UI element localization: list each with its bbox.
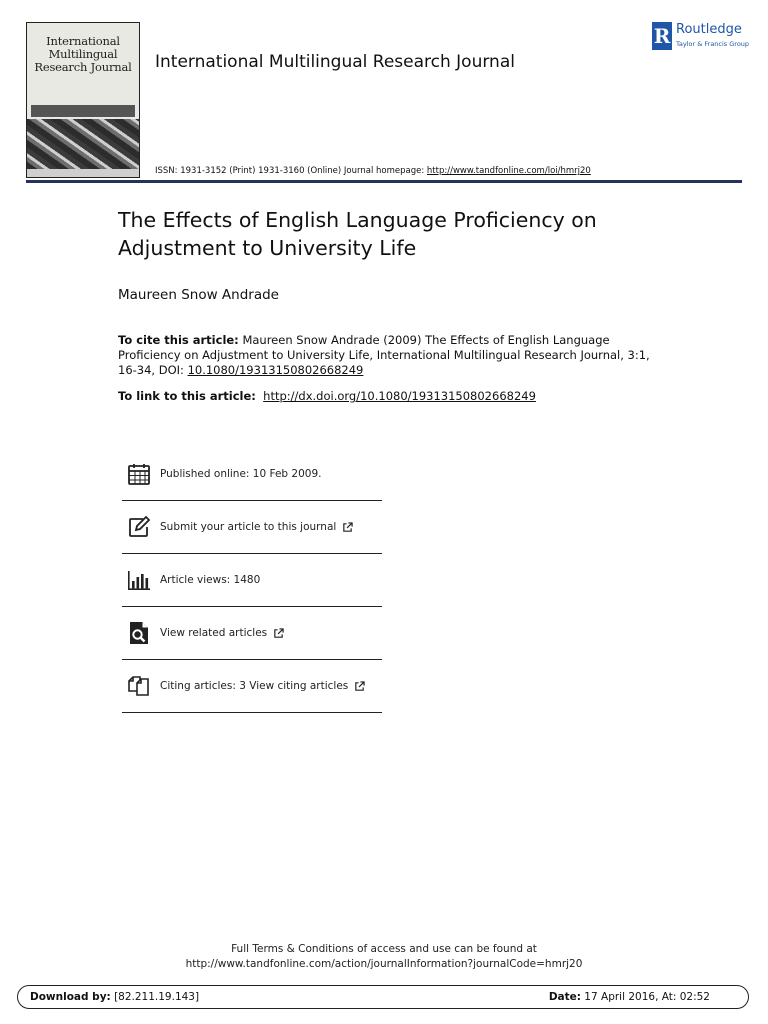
cover-art [27,119,139,169]
download-info-bar [17,985,749,1009]
header-divider [26,180,742,183]
download-by [30,991,199,1003]
cite-doi-link[interactable]: 10.1080/19313150802668249 [187,363,364,377]
article-link-block [118,389,678,404]
download-date [549,991,710,1003]
external-link-icon [342,518,353,537]
citation-block [118,333,658,378]
article-info-list [122,448,382,713]
edit-icon [126,514,152,540]
citing-articles-link[interactable]: Citing articles: 3 View citing articles [160,680,349,692]
terms-notice [0,942,768,972]
related-articles-link[interactable]: View related articles [160,627,268,639]
terms-url[interactable]: http://www.tandfonline.com/action/journalInformation?journalCode=hmrj20 [185,958,583,970]
search-document-icon [126,620,152,646]
info-item-related-articles[interactable] [122,607,382,660]
cover-foot [27,169,139,177]
citing-articles-icon [126,673,152,699]
publisher-logo [652,20,752,54]
submit-article-link[interactable]: Submit your article to this journal [160,521,337,533]
bar-chart-icon [126,567,152,593]
publisher-name: Routledge [676,22,742,37]
cover-band [31,105,135,117]
download-ip: [82.211.19.143] [110,991,200,1003]
article-doi-link[interactable]: http://dx.doi.org/10.1080/19313150802668249 [263,389,536,403]
download-label: Download by: [30,991,111,1003]
date-value: 17 April 2016, At: 02:52 [580,991,710,1003]
published-date-text: Published online: 10 Feb 2009. [160,468,322,480]
article-author: Maureen Snow Andrade [118,287,279,303]
routledge-logo-icon: R [653,24,671,48]
info-item-published [122,448,382,501]
info-item-submit-article[interactable] [122,501,382,554]
issn-text: ISSN: 1931-3152 (Print) 1931-3160 (Online) Journal homepage: [155,166,427,176]
journal-cover-image [26,22,140,178]
cite-text: Maureen Snow Andrade (2009) The Effects of English Language Proficiency on Adjustment to University Life, International Multilingual Research Journal, 3:1, 16-34, DOI: [118,333,650,377]
article-title: The Effects of English Language Proficiency on Adjustment to University Life [118,208,597,260]
external-link-icon [273,624,284,643]
cover-title: International Multilingual Research Journal [34,34,132,74]
link-label: To link to this article: [118,389,256,403]
info-item-article-views [122,554,382,607]
calendar-icon [126,461,152,487]
terms-line-1: Full Terms & Conditions of access and use can be found at [231,943,537,955]
article-views-text: Article views: 1480 [160,574,261,586]
publisher-group: Taylor & Francis Group [676,40,750,48]
cite-label: To cite this article: [118,333,239,347]
info-item-citing-articles[interactable] [122,660,382,713]
journal-homepage-link[interactable]: http://www.tandfonline.com/loi/hmrj20 [426,166,591,176]
date-label: Date: [548,991,581,1003]
journal-name: International Multilingual Research Journal [155,52,515,72]
external-link-icon [354,677,365,696]
issn-line [155,166,591,176]
